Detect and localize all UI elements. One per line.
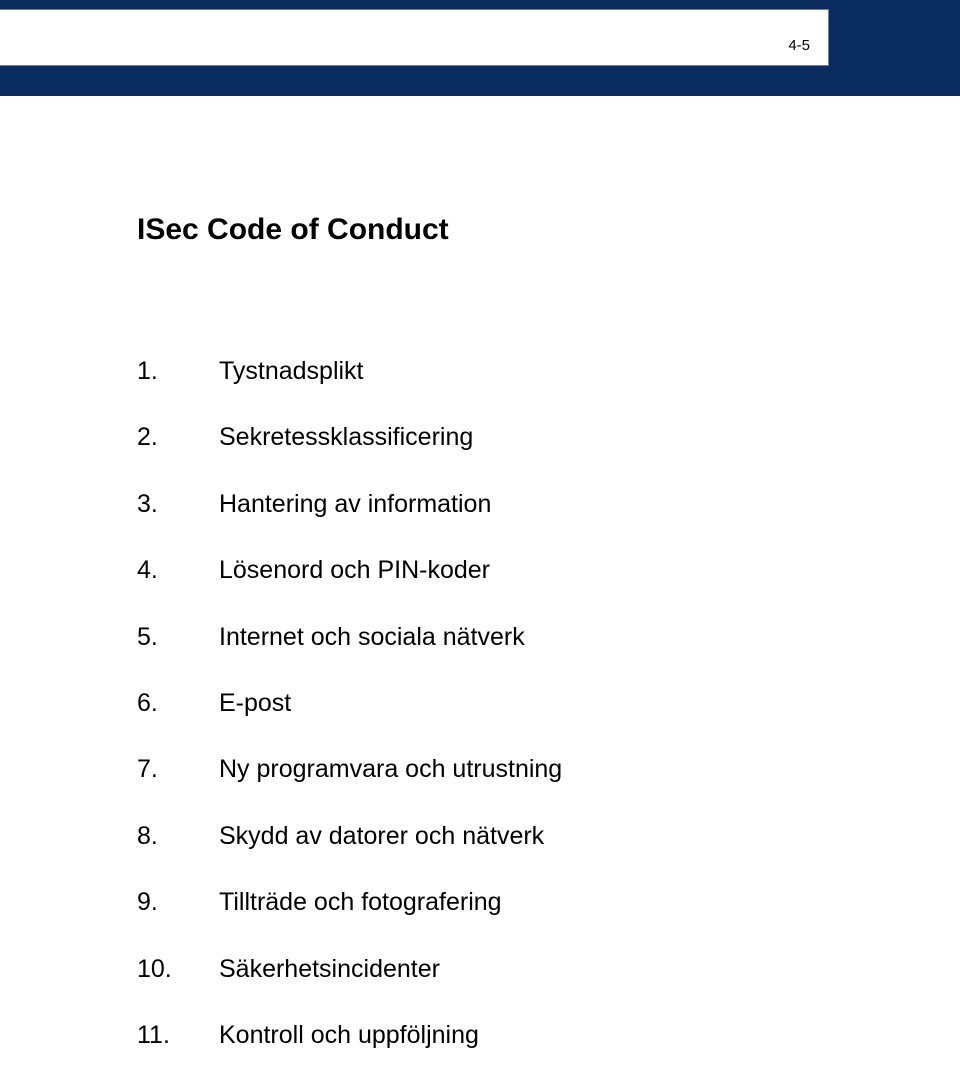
toc-item: [137, 750, 562, 816]
toc-item: [137, 1016, 562, 1082]
toc-item-number: 8.: [137, 821, 158, 850]
toc-item-label: Skydd av datorer och nätverk: [219, 821, 545, 850]
toc-item-label: Kontroll och uppföljning: [219, 1020, 479, 1049]
toc-item-number: 11.: [137, 1020, 170, 1049]
table-of-contents: [137, 352, 562, 1082]
toc-item-label: Tystnadsplikt: [219, 357, 364, 385]
toc-item-label: Hantering av information: [219, 489, 492, 518]
toc-item: [137, 950, 562, 1016]
page-number: 4-5: [788, 37, 810, 54]
toc-item-number: 7.: [137, 755, 158, 784]
toc-item-label: Lösenord och PIN-koder: [219, 556, 490, 585]
header-band: [0, 0, 960, 96]
toc-item-number: 5.: [137, 622, 158, 651]
toc-item: [137, 817, 562, 883]
header-box: [0, 9, 829, 66]
toc-item-number: 2.: [137, 423, 158, 452]
toc-item: [137, 883, 562, 949]
toc-item-number: 6.: [137, 688, 158, 717]
toc-item-label: Sekretessklassificering: [219, 423, 474, 452]
toc-item-label: Säkerhetsincidenter: [219, 954, 440, 983]
toc-item-number: 3.: [137, 489, 158, 518]
toc-item-label: Tillträde och fotografering: [219, 888, 502, 917]
toc-item-number: 1.: [137, 357, 158, 385]
toc-item: [137, 352, 562, 418]
toc-item-number: 10.: [137, 954, 172, 983]
toc-item: [137, 618, 562, 684]
toc-item-label: Ny programvara och utrustning: [219, 755, 563, 784]
toc-item: [137, 418, 562, 484]
toc-item: [137, 551, 562, 617]
document-title: ISec Code of Conduct: [137, 213, 449, 246]
toc-item-label: E-post: [219, 688, 292, 717]
toc-item-number: 9.: [137, 888, 158, 917]
toc-item: [137, 485, 562, 551]
toc-item-label: Internet och sociala nätverk: [219, 622, 525, 651]
toc-item-number: 4.: [137, 556, 158, 585]
toc-item: [137, 684, 562, 750]
